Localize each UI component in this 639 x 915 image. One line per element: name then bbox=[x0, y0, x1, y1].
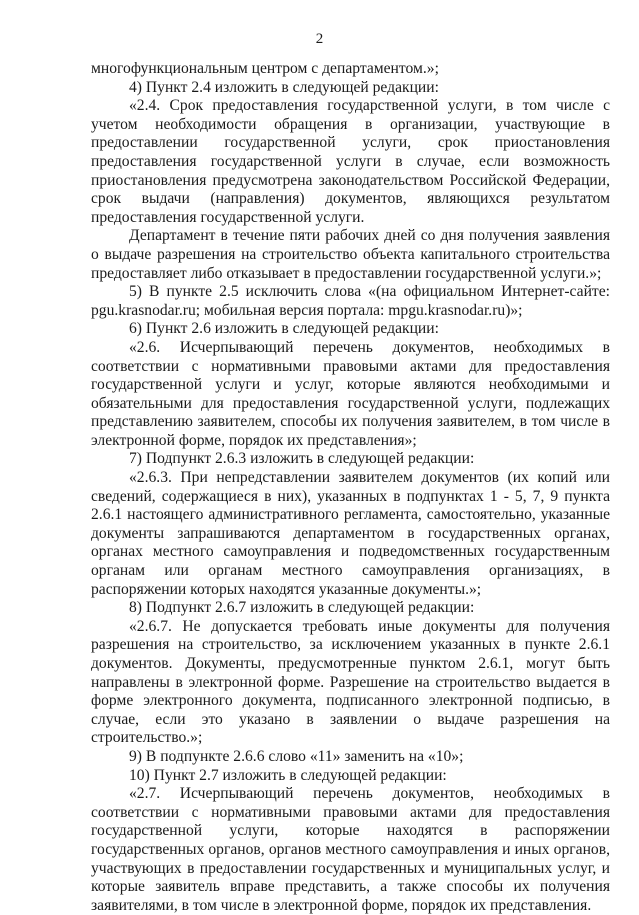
page-number: 2 bbox=[315, 31, 324, 47]
paragraph: 8) Подпункт 2.6.7 изложить в следующей редакции: bbox=[129, 599, 475, 617]
paragraph: «2.6.7. Не допускается требовать иные документы для получения разрешения на строительство, за исключением указанных в пункте 2.6.1 документов. Документы, предусмотренные пунктом 2.6.1, могут быть направлены в электронной форме. Разрешение на строительство выдается в форме электронного документа, подписанного электронной подписью, в случае, если это указано в заявлении о выдаче разрешения на строительство.»; bbox=[91, 617, 610, 747]
paragraph: 5) В пункте 2.5 исключить слова «(на официальном Интернет-сайте: pgu.krasnodar.ru; мобильная версия портала: mpgu.krasnodar.ru)»; bbox=[91, 283, 610, 319]
paragraph: Департамент в течение пяти рабочих дней со дня получения заявления о выдаче разрешения на строительство объекта капитального строительства предоставляет либо отказывает в предоставлении государственной услуги.»; bbox=[91, 227, 610, 282]
paragraph: «2.6. Исчерпывающий перечень документов, необходимых в соответствии с нормативными правовыми актами для предоставления государственной услуги и услуг, которые являются необходимыми и обязательными для предоставления государственной услуги, подлежащих представлению заявителем, способы их получения заявителем, в том числе в электронной форме, порядок их представления»; bbox=[91, 338, 610, 449]
paragraph: 7) Подпункт 2.6.3 изложить в следующей редакции: bbox=[129, 450, 475, 468]
paragraph: 9) В подпункте 2.6.6 слово «11» заменить на «10»; bbox=[129, 747, 464, 765]
document-body bbox=[91, 60, 610, 915]
paragraph: «2.7. Исчерпывающий перечень документов, необходимых в соответствии с нормативными правовыми актами для предоставления государственной услуги, которые находятся в распоряжении государственных органов, органов местного самоуправления и иных органов, участвующих в предоставлении государственных и муниципальных услуг, и которые заявитель вправе представить, а также способы их получения заявителями, в том числе в электронной форме, порядок их представления. bbox=[91, 785, 610, 914]
paragraph: 6) Пункт 2.6 изложить в следующей редакции: bbox=[129, 320, 439, 338]
paragraph: «2.4. Срок предоставления государственной услуги, в том числе с учетом необходимости обращения в организации, участвующие в предоставлении государственной услуги, срок приостановления предоставления государственной услуги в случае, если возможность приостановления предусмотрена законодательством Российской Федерации, срок выдачи (направления) документов, являющихся результатом предоставления государственной услуги. bbox=[91, 97, 610, 226]
paragraph: «2.6.3. При непредставлении заявителем документов (их копий или сведений, содержащиеся в них), указанных в подпунктах 1 - 5, 7, 9 пункта 2.6.1 настоящего административного регламента, самостоятельно, указанные документы запрашиваются департаментом в государственных органах, органах местного самоуправления и подведомственных государственным органам или органам местного самоуправления организациях, в распоряжении которых находятся указанные документы.»; bbox=[91, 469, 610, 598]
paragraph: многофункциональным центром с департаментом.»; bbox=[91, 60, 439, 77]
paragraph: 10) Пункт 2.7 изложить в следующей редакции: bbox=[129, 766, 447, 784]
paragraph: 4) Пункт 2.4 изложить в следующей редакции: bbox=[129, 78, 439, 96]
